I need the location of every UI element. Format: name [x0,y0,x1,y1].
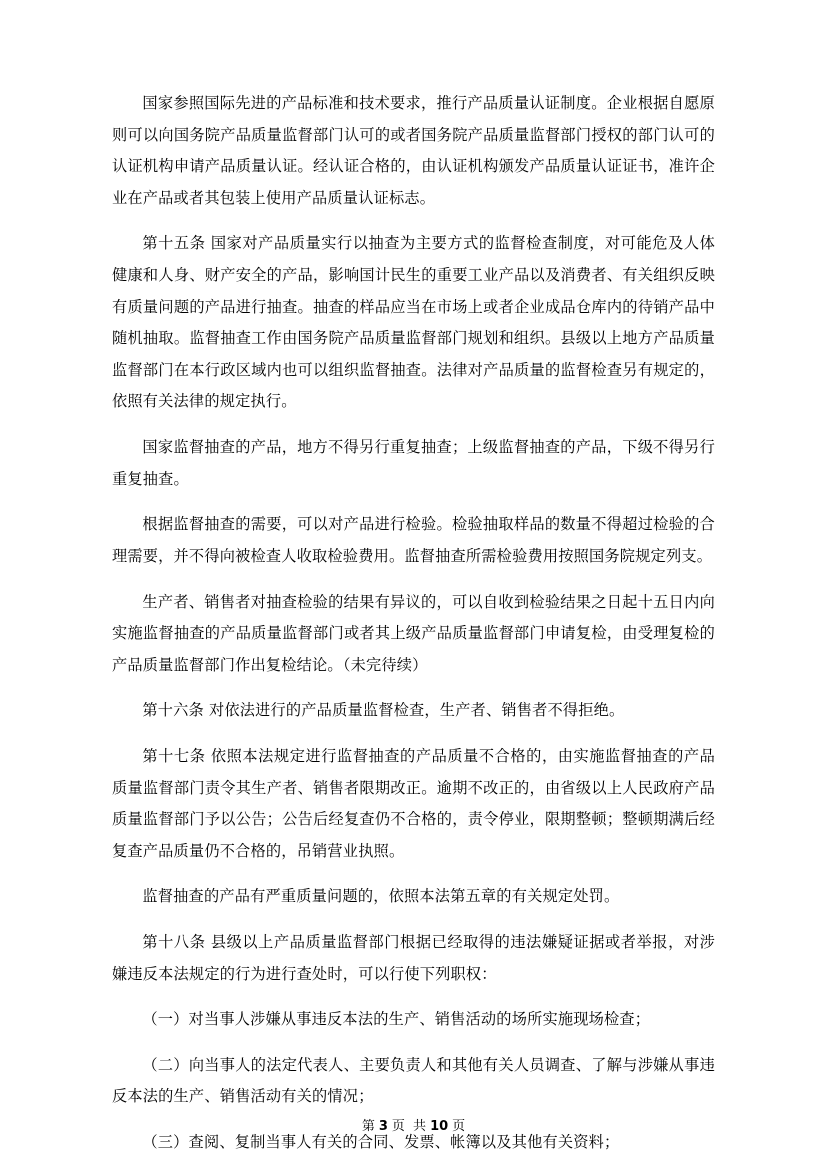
paragraph: 第十六条 对依法进行的产品质量监督检查，生产者、销售者不得拒绝。 [142,701,625,720]
footer-total-unit: 页 [452,1119,466,1134]
paragraph: 第十七条 依照本法规定进行监督抽查的产品质量不合格的，由实施监督抽查的产品质量监督部门责令其生产者、销售者限期改正。逾期不改正的，由省级以上人民政府产品质量监督部门予以公告；公告后经复查仍不合格的，责令停业，限期整顿；整顿期满后经复查产品质量仍不合格的，吊销营业执照。 [112,746,715,860]
footer-total-pages: 10 [430,1119,449,1134]
footer-page-unit: 页 [391,1119,405,1134]
paragraph: （二）向当事人的法定代表人、主要负责人和其他有关人员调查、了解与涉嫌从事违反本法的生产、销售活动有关的情况； [112,1055,715,1106]
footer-total-label: 共 [413,1119,427,1134]
paragraph: （三）查阅、复制当事人有关的合同、发票、帐簿以及其他有关资料； [142,1133,620,1152]
paragraph: 生产者、销售者对抽查检验的结果有异议的，可以自收到检验结果之日起十五日内向实施监督抽查的产品质量监督部门或者其上级产品质量监督部门申请复检，由受理复检的产品质量监督部门作出复检结论。（未完待续） [112,592,715,674]
paragraph: 监督抽查的产品有严重质量问题的，依照本法第五章的有关规定处罚。 [142,887,620,906]
paragraph: 国家参照国际先进的产品标准和技术要求，推行产品质量认证制度。企业根据自愿原则可以向国务院产品质量监督部门认可的或者国务院产品质量监督部门授权的部门认可的认证机构申请产品质量认证。经认证合格的，由认证机构颁发产品质量认证证书，准许企业在产品或者其包装上使用产品质量认证标志。 [112,94,715,207]
footer-page-label: 第 [361,1119,375,1134]
paragraph: 根据监督抽查的需要，可以对产品进行检验。检验抽取样品的数量不得超过检验的合理需要，并不得向被检查人收取检验费用。监督抽查所需检验费用按照国务院规定列支。 [112,515,715,565]
paragraph: 国家监督抽查的产品，地方不得另行重复抽查；上级监督抽查的产品，下级不得另行重复抽查。 [112,438,715,488]
page-footer [0,1115,827,1134]
paragraph: （一）对当事人涉嫌从事违反本法的生产、销售活动的场所实施现场检查； [142,1010,651,1029]
footer-page-number: 3 [378,1119,388,1134]
paragraph: 第十五条 国家对产品质量实行以抽查为主要方式的监督检查制度，对可能危及人体健康和人身、财产安全的产品，影响国计民生的重要工业产品以及消费者、有关组织反映有质量问题的产品进行抽查。抽查的样品应当在市场上或者企业成品仓库内的待销产品中随机抽取。监督抽查工作由国务院产品质量监督部门规划和组织。县级以上地方产品质量监督部门在本行政区域内也可以组织监督抽查。法律对产品质量的监督检查另有规定的，依照有关法律的规定执行。 [112,234,715,411]
paragraph: 第十八条 县级以上产品质量监督部门根据已经取得的违法嫌疑证据或者举报，对涉嫌违反本法规定的行为进行查处时，可以行使下列职权： [112,933,715,983]
document-body [112,88,715,1159]
